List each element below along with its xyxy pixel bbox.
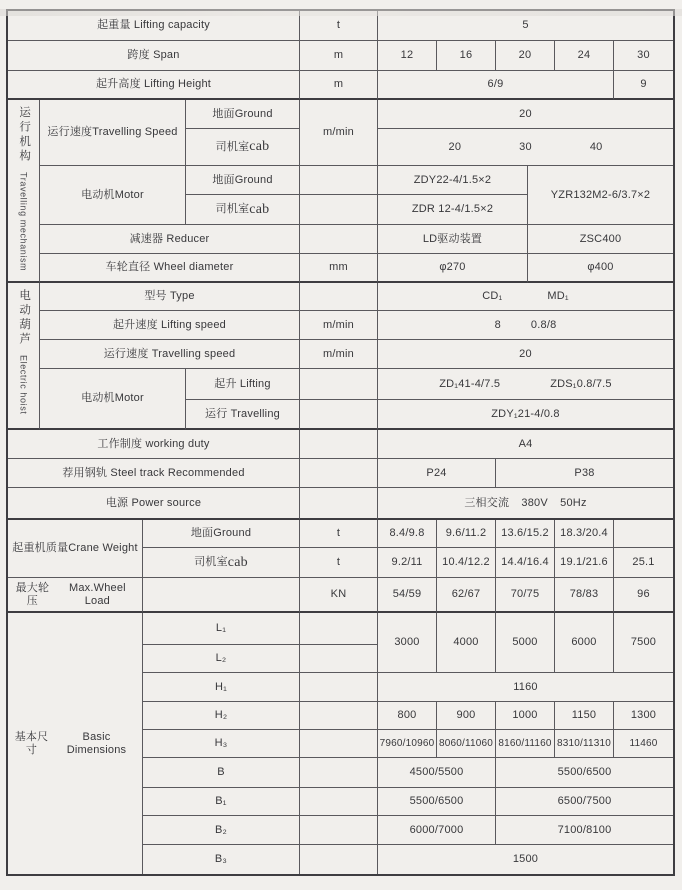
steel-track-right: P38	[496, 459, 673, 488]
span-value-1: 12	[378, 41, 437, 71]
span-unit: m	[300, 41, 378, 71]
travelling-speed-unit: m/min	[300, 100, 378, 166]
band-hoist-motor	[40, 369, 673, 430]
scan-artifact-band	[0, 9, 682, 16]
row-max-wheel-load	[8, 578, 673, 613]
hoist-type-values	[378, 283, 673, 311]
span-value-2: 16	[437, 41, 496, 71]
steel-track-left: P24	[378, 459, 496, 488]
band-l1-l2	[143, 613, 673, 673]
b2-unit	[300, 816, 378, 845]
speed-cab-en: cab	[249, 139, 270, 154]
travelling-motor-left-values	[378, 166, 528, 225]
crane-weight-label	[8, 520, 143, 578]
motor-right-value: YZR132M2-6/3.7×2	[528, 166, 673, 225]
crane-weight-cab-zh: 司机室	[194, 556, 228, 569]
electric-hoist-zh: 电动葫芦	[18, 289, 31, 347]
reducer-unit	[300, 225, 378, 254]
spec-table	[6, 9, 675, 876]
hoist-motor-lifting-sublabel: 起升 Lifting	[186, 369, 300, 400]
row-b	[143, 758, 673, 788]
l-units	[300, 613, 378, 673]
hoist-type-value-1: CD₁	[482, 290, 503, 303]
basic-dimensions-body	[143, 613, 673, 874]
speed-cab-zh: 司机室	[215, 140, 250, 153]
h2-value-3: 1000	[496, 702, 555, 730]
l-value-2: 4000	[437, 613, 496, 673]
travelling-mechanism-zh: 运行机构	[18, 106, 31, 164]
b3-sublabel: B₃	[143, 845, 300, 874]
b1-sublabel: B₁	[143, 788, 300, 816]
motor-ground-zh: 地面	[212, 173, 235, 186]
hoist-lifting-speed-value-1: 8	[494, 318, 501, 331]
row-reducer	[40, 225, 673, 254]
hoist-motor-lifting-value-1: ZD₁41-4/7.5	[439, 377, 501, 390]
steel-track-unit	[300, 459, 378, 488]
h1-value: 1160	[378, 673, 673, 702]
power-source-value: 三相交流 380V 50Hz	[378, 488, 673, 520]
h3-value-4: 8310/11310	[555, 730, 614, 758]
max-wheel-load-value-3: 70/75	[496, 578, 555, 613]
h3-value-2: 8060/11060	[437, 730, 496, 758]
max-wheel-load-value-1: 54/59	[378, 578, 437, 613]
speed-ground-zh: 地面	[212, 107, 235, 120]
travelling-motor-units	[300, 166, 378, 225]
max-wheel-load-spacer	[143, 578, 300, 613]
b3-unit	[300, 845, 378, 874]
travelling-motor-label	[40, 166, 186, 225]
hoist-type-value-2: MD₁	[547, 290, 569, 303]
crane-weight-ground-value-5	[614, 520, 673, 548]
row-working-duty	[8, 430, 673, 459]
crane-weight-ground-en: Ground	[213, 527, 252, 540]
hoist-lifting-speed-unit: m/min	[300, 311, 378, 340]
power-source-label: 电源 Power source	[8, 488, 300, 520]
electric-hoist-en: Electric hoist	[18, 355, 29, 415]
electric-hoist-section-label	[8, 283, 40, 430]
hoist-motor-lifting-values	[378, 369, 673, 400]
row-steel-track	[8, 459, 673, 488]
row-lifting-height	[8, 71, 673, 100]
hoist-motor-values	[378, 369, 673, 430]
basic-dimensions-label	[8, 613, 143, 874]
hoist-travelling-speed-unit: m/min	[300, 340, 378, 369]
lifting-height-last: 9	[614, 71, 673, 100]
crane-weight-cab-value-3: 14.4/16.4	[496, 548, 555, 578]
travelling-motor-zh: 电动机	[81, 188, 115, 201]
h2-sublabel: H₂	[143, 702, 300, 730]
b1-left-value: 5500/6500	[378, 788, 496, 816]
wheel-diameter-left: φ270	[378, 254, 528, 283]
hoist-type-label: 型号 Type	[40, 283, 300, 311]
basic-dimensions-zh: 基本尺寸	[14, 730, 49, 756]
row-wheel-diameter	[40, 254, 673, 283]
max-wheel-load-value-4: 78/83	[555, 578, 614, 613]
span-label: 跨度 Span	[8, 41, 300, 71]
b2-right-value: 7100/8100	[496, 816, 673, 845]
b3-value: 1500	[512, 853, 539, 866]
hoist-motor-lifting-value-2: ZDS₁0.8/7.5	[550, 377, 612, 390]
hoist-motor-units	[300, 369, 378, 430]
crane-weight-cab-sublabel	[143, 548, 300, 578]
row-h1	[143, 673, 673, 702]
b-right-value: 5500/6500	[496, 758, 673, 788]
lifting-height-main: 6/9	[378, 71, 614, 100]
span-value-5: 30	[614, 41, 673, 71]
max-wheel-load-zh: 最大轮压	[15, 581, 50, 607]
band-travelling-motor	[40, 166, 673, 225]
crane-weight-cab-value-2: 10.4/12.2	[437, 548, 496, 578]
crane-weight-cab-unit: t	[300, 548, 378, 578]
band-crane-weight	[8, 520, 673, 578]
power-source-unit	[300, 488, 378, 520]
hoist-travelling-speed-label: 运行速度 Travelling speed	[40, 340, 300, 369]
l-value-3: 5000	[496, 613, 555, 673]
b1-unit	[300, 788, 378, 816]
row-b3	[143, 845, 673, 874]
speed-ground-value: 20	[378, 100, 673, 129]
h1-sublabel: H₁	[143, 673, 300, 702]
max-wheel-load-label	[8, 578, 143, 613]
crane-weight-body	[143, 520, 673, 578]
h2-value-1: 800	[378, 702, 437, 730]
section-travelling-mechanism	[8, 100, 673, 283]
hoist-lifting-speed-label: 起升速度 Lifting speed	[40, 311, 300, 340]
reducer-right-value: ZSC400	[528, 225, 673, 254]
row-hoist-type	[40, 283, 673, 311]
h1-unit	[300, 673, 378, 702]
l-value-5: 7500	[614, 613, 673, 673]
hoist-lifting-speed-values	[378, 311, 673, 340]
travelling-speed-en: Travelling Speed	[92, 126, 178, 139]
span-value-3: 20	[496, 41, 555, 71]
lifting-capacity-value: 5	[378, 11, 673, 41]
motor-cab-value: ZDR 12-4/1.5×2	[378, 195, 528, 225]
h2-value-2: 900	[437, 702, 496, 730]
crane-weight-ground-value-3: 13.6/15.2	[496, 520, 555, 548]
reducer-left-value: LD驱动装置	[378, 225, 528, 254]
speed-cab-value-3: 40	[589, 140, 603, 153]
row-crane-weight-cab	[143, 548, 673, 578]
lifting-capacity-unit: t	[300, 11, 378, 41]
hoist-motor-zh: 电动机	[81, 392, 115, 405]
wheel-diameter-unit: mm	[300, 254, 378, 283]
section-electric-hoist	[8, 283, 673, 430]
l2-sublabel: L₂	[143, 645, 300, 673]
row-b2	[143, 816, 673, 845]
working-duty-value: A4	[378, 430, 673, 459]
hoist-motor-travelling-unit	[300, 400, 378, 430]
h3-value-3: 8160/11160	[496, 730, 555, 758]
b-sublabel: B	[143, 758, 300, 788]
lifting-capacity-label: 起重量 Lifting capacity	[8, 11, 300, 41]
h3-value-1: 7960/10960	[378, 730, 437, 758]
crane-weight-ground-sublabel	[143, 520, 300, 548]
b1-right-value: 6500/7500	[496, 788, 673, 816]
h2-value-5: 1300	[614, 702, 673, 730]
steel-track-label: 荐用钢轨 Steel track Recommended	[8, 459, 300, 488]
travelling-speed-values	[378, 100, 673, 166]
hoist-travelling-speed-value: 20	[378, 340, 673, 369]
h3-value-5: 11460	[614, 730, 673, 758]
row-crane-weight-ground	[143, 520, 673, 548]
l1-sublabel: L₁	[143, 613, 300, 645]
hoist-motor-en: Motor	[114, 392, 144, 405]
speed-cab-sublabel	[186, 129, 300, 166]
wheel-diameter-right: φ400	[528, 254, 673, 283]
lifting-height-unit: m	[300, 71, 378, 100]
speed-cab-value-2: 30	[519, 140, 532, 153]
motor-cab-en: cab	[249, 201, 270, 217]
motor-ground-unit	[300, 166, 378, 195]
h2-unit	[300, 702, 378, 730]
crane-weight-ground-value-4: 18.3/20.4	[555, 520, 614, 548]
wheel-diameter-label: 车轮直径 Wheel diameter	[40, 254, 300, 283]
row-h3	[143, 730, 673, 758]
motor-cab-sublabel	[186, 195, 300, 225]
hoist-motor-travelling-sublabel: 运行 Travelling	[186, 400, 300, 430]
speed-ground-en: Ground	[234, 107, 273, 120]
max-wheel-load-value-5: 96	[614, 578, 673, 613]
crane-weight-cab-en: cab	[227, 554, 248, 570]
working-duty-unit	[300, 430, 378, 459]
motor-cab-unit	[300, 195, 378, 225]
h2-value-4: 1150	[555, 702, 614, 730]
h3-unit	[300, 730, 378, 758]
row-span	[8, 41, 673, 71]
l-sublabels	[143, 613, 300, 673]
travelling-motor-sublabels	[186, 166, 300, 225]
travelling-speed-sublabels	[186, 100, 300, 166]
travelling-mechanism-body	[40, 100, 673, 283]
basic-dimensions-en: Basic Dimensions	[66, 730, 127, 756]
row-hoist-travelling-speed	[40, 340, 673, 369]
row-b1	[143, 788, 673, 816]
row-h2	[143, 702, 673, 730]
max-wheel-load-en: Max.Wheel Load	[68, 581, 126, 607]
b2-sublabel: B₂	[143, 816, 300, 845]
row-hoist-lifting-speed	[40, 311, 673, 340]
travelling-mechanism-en: Travelling mechanism	[18, 172, 29, 272]
travelling-speed-zh: 运行速度	[47, 126, 93, 139]
max-wheel-load-value-2: 62/67	[437, 578, 496, 613]
l1-unit	[300, 613, 378, 645]
l2-unit	[300, 645, 378, 673]
row-power-source	[8, 488, 673, 520]
hoist-type-unit	[300, 283, 378, 311]
lifting-height-label: 起升高度 Lifting Height	[8, 71, 300, 100]
crane-weight-cab-value-4: 19.1/21.6	[555, 548, 614, 578]
motor-ground-sublabel	[186, 166, 300, 195]
crane-weight-cab-value-5: 25.1	[614, 548, 673, 578]
l-values	[378, 613, 673, 673]
travelling-motor-en: Motor	[114, 188, 144, 201]
travelling-speed-label	[40, 100, 186, 166]
motor-cab-zh: 司机室	[215, 203, 250, 216]
hoist-motor-label	[40, 369, 186, 430]
l-value-1: 3000	[378, 613, 437, 673]
crane-weight-ground-value-2: 9.6/11.2	[437, 520, 496, 548]
speed-cab-value-1: 20	[448, 140, 462, 153]
span-value-4: 24	[555, 41, 614, 71]
band-basic-dimensions	[8, 613, 673, 874]
speed-cab-values	[378, 129, 673, 166]
crane-weight-cab-value-1: 9.2/11	[378, 548, 437, 578]
speed-ground-sublabel	[186, 100, 300, 129]
hoist-motor-lifting-unit	[300, 369, 378, 400]
crane-weight-ground-zh: 地面	[190, 527, 214, 540]
working-duty-label: 工作制度 working duty	[8, 430, 300, 459]
crane-weight-ground-unit: t	[300, 520, 378, 548]
crane-weight-ground-value-1: 8.4/9.8	[378, 520, 437, 548]
max-wheel-load-unit: KN	[300, 578, 378, 613]
h3-sublabel: H₃	[143, 730, 300, 758]
b-left-value: 4500/5500	[378, 758, 496, 788]
motor-ground-en: Ground	[234, 173, 273, 186]
hoist-lifting-speed-value-2: 0.8/8	[530, 318, 557, 331]
reducer-label: 减速器 Reducer	[40, 225, 300, 254]
electric-hoist-body	[40, 283, 673, 430]
hoist-motor-sublabels	[186, 369, 300, 430]
b2-left-value: 6000/7000	[378, 816, 496, 845]
travelling-mechanism-section-label	[8, 100, 40, 283]
l-value-4: 6000	[555, 613, 614, 673]
crane-weight-zh: 起重机质量	[12, 542, 69, 555]
b-unit	[300, 758, 378, 788]
hoist-motor-travelling-value: ZDY₁21-4/0.8	[378, 400, 673, 430]
motor-ground-value: ZDY22-4/1.5×2	[378, 166, 528, 195]
crane-weight-en: Crane Weight	[68, 542, 138, 555]
band-travelling-speed	[40, 100, 673, 166]
